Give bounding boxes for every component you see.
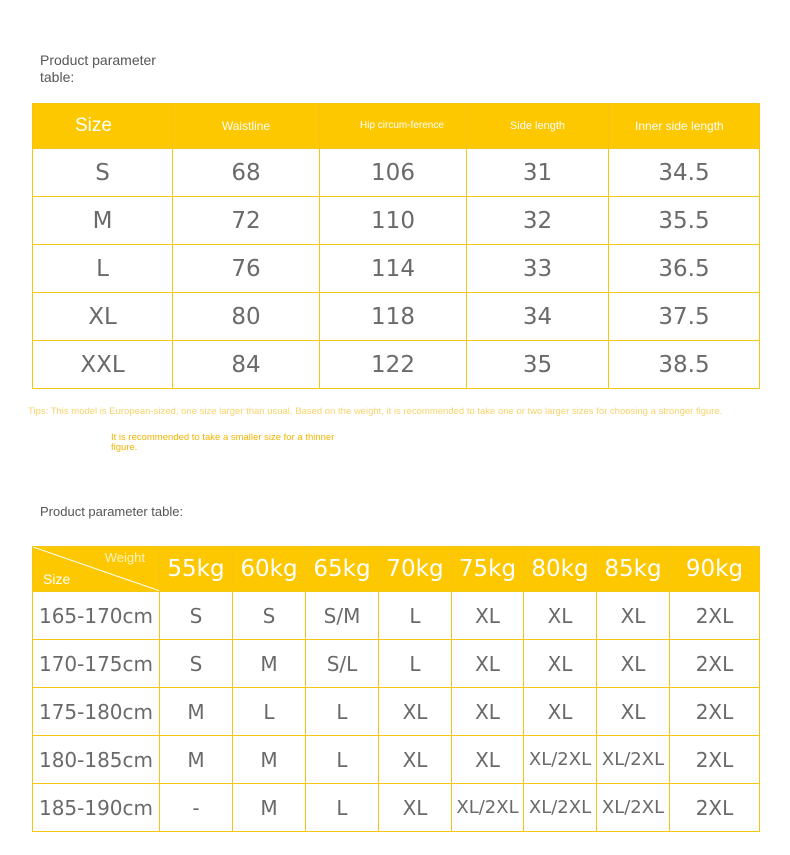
size-cell: XL [379,688,452,736]
cell-size: XL [33,293,173,341]
cell-size: M [33,197,173,245]
cell-hip: 114 [320,245,467,293]
size-cell: XL [379,784,452,832]
cell-size: S [33,149,173,197]
height-range-cell: 175-180cm [33,688,160,736]
size-cell: XL [452,688,524,736]
table-row [33,245,760,293]
header-waistline: Waistline [173,104,320,149]
size-cell: - [160,784,233,832]
height-range-cell: 170-175cm [33,640,160,688]
size-cell: XL/2XL [524,736,597,784]
header-hip-circumference: Hip circum-ference [320,104,467,149]
size-cell: L [306,736,379,784]
cell-size: XXL [33,341,173,389]
corner-weight-label: Weight [104,550,145,565]
size-cell: XL/2XL [452,784,524,832]
size-cell: XL [597,640,670,688]
cell-waistline: 72 [173,197,320,245]
cell-side-length: 34 [467,293,609,341]
size-cell: XL [452,592,524,640]
cell-inner-side-length: 37.5 [609,293,760,341]
size-cell: L [379,592,452,640]
size-cell: 2XL [670,592,760,640]
size-cell: S [233,592,306,640]
size-cell: XL/2XL [524,784,597,832]
table-header-row [33,104,760,149]
weight-size-table [32,546,760,832]
cell-side-length: 31 [467,149,609,197]
cell-inner-side-length: 35.5 [609,197,760,245]
height-range-cell: 180-185cm [33,736,160,784]
size-cell: 2XL [670,784,760,832]
size-cell: XL/2XL [597,736,670,784]
cell-hip: 106 [320,149,467,197]
cell-waistline: 76 [173,245,320,293]
size-cell: S [160,592,233,640]
size-cell: XL [597,688,670,736]
size-cell: XL [452,640,524,688]
size-cell: XL [524,640,597,688]
size-cell: M [233,736,306,784]
cell-inner-side-length: 34.5 [609,149,760,197]
table-row [33,640,760,688]
cell-size: L [33,245,173,293]
cell-hip: 122 [320,341,467,389]
cell-side-length: 33 [467,245,609,293]
size-cell: S [160,640,233,688]
size-cell: L [233,688,306,736]
header-weight: 70kg [379,547,452,592]
size-parameter-table [32,103,760,389]
header-weight: 55kg [160,547,233,592]
size-cell: M [160,688,233,736]
table-row [33,149,760,197]
size-cell: M [160,736,233,784]
cell-waistline: 68 [173,149,320,197]
header-weight: 65kg [306,547,379,592]
corner-size-label: Size [43,571,71,587]
size-cell: XL [524,688,597,736]
cell-hip: 110 [320,197,467,245]
size-cell: XL [379,736,452,784]
size-cell: M [233,640,306,688]
size-cell: 2XL [670,640,760,688]
cell-waistline: 84 [173,341,320,389]
size-cell: XL/2XL [597,784,670,832]
header-side-length: Side length [467,104,609,149]
header-weight: 80kg [524,547,597,592]
table-row [33,688,760,736]
size-cell: XL [452,736,524,784]
header-weight: 90kg [670,547,760,592]
section1-title: Product parameter table: [40,52,156,85]
cell-inner-side-length: 36.5 [609,245,760,293]
size-cell: L [306,784,379,832]
cell-hip: 118 [320,293,467,341]
header-weight: 75kg [452,547,524,592]
size-cell: L [306,688,379,736]
size-cell: M [233,784,306,832]
table-row [33,736,760,784]
tip-text: Tips: This model is European-sized, one size larger than usual. Based on the weight, it is recommended to take one or two larger sizes for choosing a stronger figure. [28,406,723,417]
table-row [33,341,760,389]
size-cell: S/L [306,640,379,688]
size-cell: S/M [306,592,379,640]
cell-inner-side-length: 38.5 [609,341,760,389]
size-cell: XL [597,592,670,640]
size-cell: L [379,640,452,688]
size-cell: 2XL [670,688,760,736]
size-cell: XL [524,592,597,640]
table-row [33,197,760,245]
header-size: Size [33,104,173,149]
table-row [33,293,760,341]
header-weight: 60kg [233,547,306,592]
table-row [33,784,760,832]
cell-side-length: 35 [467,341,609,389]
table-header-row [33,547,760,592]
cell-side-length: 32 [467,197,609,245]
tip-text-secondary: It is recommended to take a smaller size for a thinner figure. [111,432,335,453]
cell-waistline: 80 [173,293,320,341]
size-cell: 2XL [670,736,760,784]
table-row [33,592,760,640]
height-range-cell: 165-170cm [33,592,160,640]
header-weight: 85kg [597,547,670,592]
height-range-cell: 185-190cm [33,784,160,832]
header-inner-side-length: Inner side length [609,104,760,149]
corner-header-cell [33,547,160,592]
section2-title: Product parameter table: [40,504,184,519]
